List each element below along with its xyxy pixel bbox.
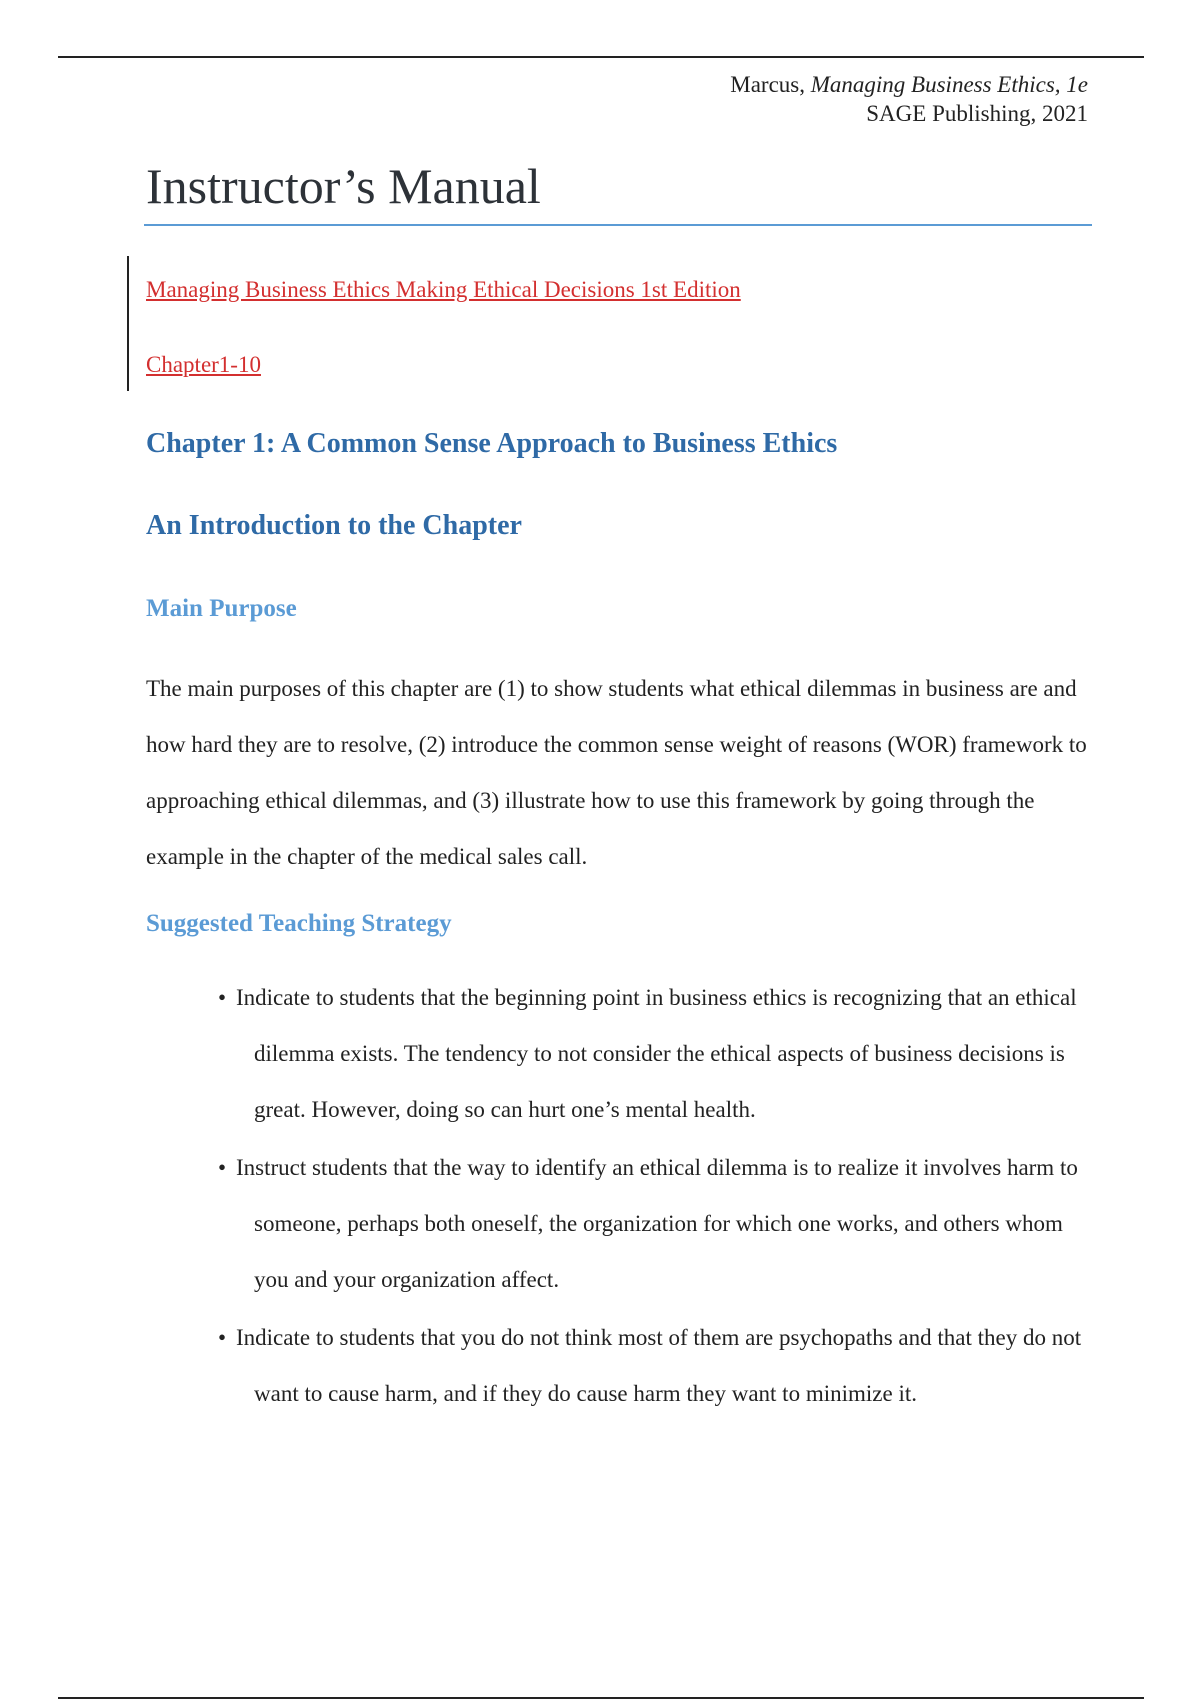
- list-item-text: Instruct students that the way to identify an ethical dilemma is to realize it involves harm to someone, perhaps both oneself, the organization for which one works, and others whom you and your organization affect.: [236, 1155, 1078, 1292]
- bullet-icon: •: [218, 985, 227, 1010]
- header-citation-line: [730, 70, 1088, 99]
- chapter-heading: Chapter 1: A Common Sense Approach to Business Ethics: [146, 428, 838, 459]
- page-title: Instructor’s Manual: [146, 158, 541, 214]
- list-item-text: Indicate to students that you do not think most of them are psychopaths and that they do not want to cause harm, and if they do cause harm they want to minimize it.: [236, 1325, 1082, 1406]
- header-book-title: Managing Business Ethics, 1e: [810, 72, 1088, 97]
- header-publisher: SAGE Publishing, 2021: [866, 101, 1088, 126]
- book-title-link[interactable]: Managing Business Ethics Making Ethical Decisions 1st Edition: [146, 277, 741, 302]
- bullet-icon: •: [218, 1325, 227, 1350]
- bullet-icon: •: [218, 1155, 227, 1180]
- list-item: [218, 1310, 1098, 1422]
- bottom-rule: [58, 1697, 1144, 1699]
- teaching-strategy-list: [218, 970, 1098, 1424]
- running-header: [730, 70, 1088, 128]
- title-underline: [144, 224, 1092, 226]
- revision-bar: [127, 256, 129, 391]
- main-purpose-paragraph: The main purposes of this chapter are (1) to show students what ethical dilemmas in business are and how hard they are to resolve, (2) introduce the common sense weight of reasons (WOR) framework to approaching ethical dilemmas, and (3) illustrate how to use this framework by going through the example in the chapter of the medical sales call.: [146, 676, 1087, 869]
- top-rule: [58, 56, 1144, 58]
- header-author: Marcus,: [730, 72, 811, 97]
- main-purpose-heading: Main Purpose: [146, 595, 297, 622]
- list-item: [218, 1140, 1098, 1308]
- teaching-strategy-heading: Suggested Teaching Strategy: [146, 910, 452, 937]
- chapters-link[interactable]: Chapter1-10: [146, 352, 261, 377]
- list-item: [218, 970, 1098, 1138]
- list-item-text: Indicate to students that the beginning point in business ethics is recognizing that an ethical dilemma exists. The tendency to not consider the ethical aspects of business decisions is great. However, doing so can hurt one’s mental health.: [236, 985, 1077, 1122]
- intro-heading: An Introduction to the Chapter: [146, 510, 522, 541]
